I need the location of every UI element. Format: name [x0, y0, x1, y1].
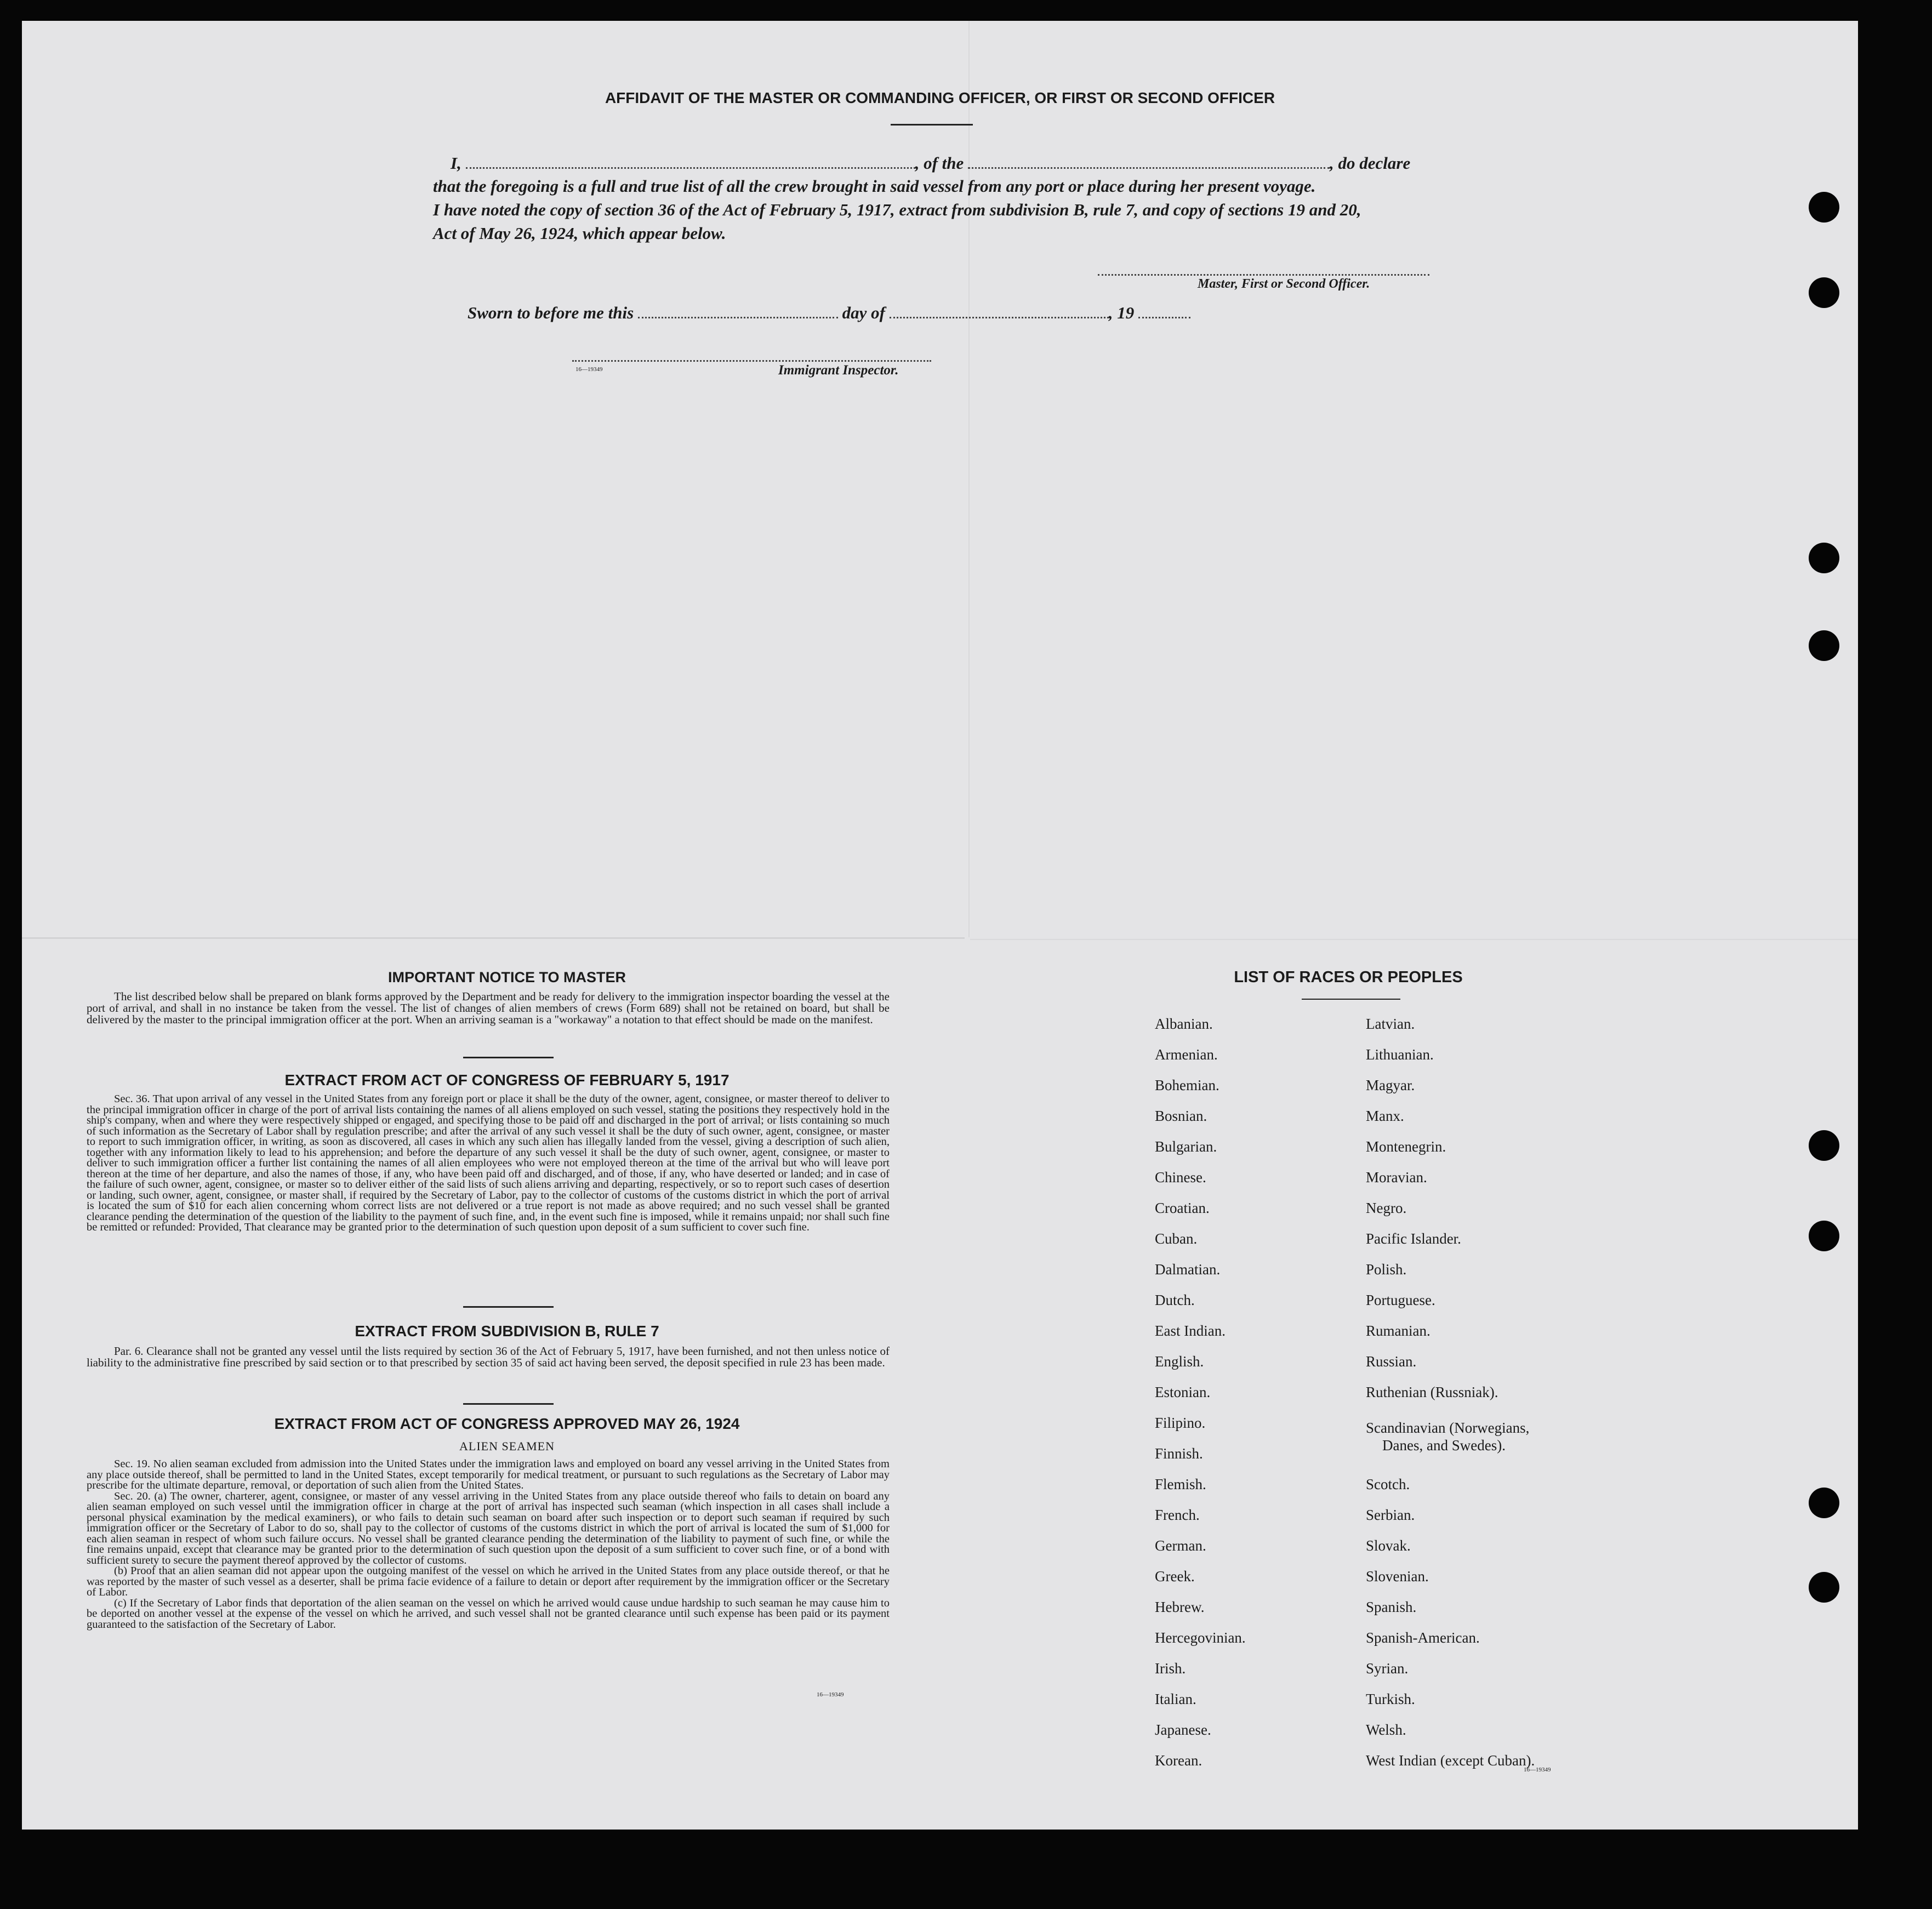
race-item: Bulgarian. — [1155, 1138, 1217, 1155]
notice-title: IMPORTANT NOTICE TO MASTER — [388, 969, 626, 985]
inspector-signature-field[interactable] — [572, 360, 931, 362]
race-item: Italian. — [1155, 1691, 1196, 1707]
race-item: Slovak. — [1366, 1537, 1411, 1554]
race-item: French. — [1155, 1507, 1200, 1523]
title-rule — [891, 124, 973, 126]
i-label: I, — [451, 153, 461, 173]
form-code: 16—19349 — [817, 1691, 844, 1698]
section-20a-paragraph: Sec. 20. (a) The owner, charterer, agent, consignee, or master of any vessel arriving in the United States from any place outside thereof who fails to detain on board any alien seaman employed on such vessel until the immigration officer in charge at the port of arrival has inspected such seaman (which inspection in all cases shall include a personal physical examination by the medical examiners), or who fails to detain such seaman on board after such inspection or to deport such seaman if required by such immigration officer or the Secretary of Labor to do so, shall pay to the collector of customs of the customs district in which the port of arrival is located the sum of $1,000 for each alien seaman in respect of whom such failure occurs. No vessel shall be granted clearance pending the determination of the liability to payment of such fine, or while the fine remains unpaid, except that clearance may be granted prior to the determination of such question upon the deposit of a sum sufficient to cover such fine, or of a bond with sufficient surety to secure the payment thereof approved by the collector of customs. — [87, 1490, 890, 1566]
alien-seamen-subtitle: ALIEN SEAMEN — [459, 1439, 555, 1453]
race-item: Filipino. — [1155, 1415, 1206, 1431]
race-item: Syrian. — [1366, 1660, 1409, 1677]
race-item: Spanish-American. — [1366, 1629, 1480, 1646]
affidavit-line-2: that the foregoing is a full and true list of all the crew brought in said vessel from any port or place during her present voyage. — [433, 176, 1316, 196]
race-item: Slovenian. — [1366, 1568, 1429, 1585]
section-19-paragraph: Sec. 19. No alien seaman excluded from admission into the United States under the immigration laws and employed on board any vessel arriving in the United States from any place outside thereof, shall be permitted to land in the United States, except temporarily for medical treatment, or pursuant to such regulations as the Secretary of Labor may prescribe for the ultimate departure, removal, or deportation of such alien from the United States. — [87, 1458, 890, 1491]
race-item: Rumanian. — [1366, 1323, 1431, 1339]
race-item: Manx. — [1366, 1108, 1404, 1124]
punch-hole — [1809, 277, 1839, 308]
race-item: East Indian. — [1155, 1323, 1226, 1339]
race-item: Lithuanian. — [1366, 1046, 1434, 1063]
sworn-month-field[interactable] — [890, 317, 1109, 318]
punch-hole — [1809, 192, 1839, 223]
declare-line — [451, 153, 1410, 173]
race-item: Scotch. — [1366, 1476, 1410, 1492]
act-1917-text — [87, 1094, 890, 1233]
race-item: Bohemian. — [1155, 1077, 1219, 1093]
punch-hole — [1809, 1130, 1839, 1161]
inspector-label: Immigrant Inspector. — [778, 363, 899, 378]
race-item: Korean. — [1155, 1752, 1202, 1769]
affidavit-line-3: I have noted the copy of section 36 of the Act of February 5, 1917, extract from subdivision B, rule 7, and copy of sections 19 and 20, — [433, 200, 1361, 219]
fold-line-right — [970, 939, 1858, 940]
race-item: Moravian. — [1366, 1169, 1427, 1186]
punch-hole — [1809, 1572, 1839, 1603]
section-20c-paragraph: (c) If the Secretary of Labor finds that deportation of the alien seaman on the vessel on which he arrived would cause undue hardship to such seaman he may cause him to be deported on another vessel at the expense of the vessel on which he arrived, and such vessel shall not be granted clearance until such expense has been paid or its payment guaranteed to the satisfaction of the Secretary of Labor. — [87, 1597, 890, 1631]
notice-text — [87, 991, 890, 1025]
do-declare-label: , do declare — [1330, 153, 1411, 173]
race-item: Albanian. — [1155, 1016, 1213, 1032]
race-item: Scandinavian (Norwegians, — [1366, 1420, 1530, 1436]
race-item: Negro. — [1366, 1200, 1407, 1216]
race-item: Portuguese. — [1366, 1292, 1435, 1308]
race-item: West Indian (except Cuban). — [1366, 1752, 1535, 1769]
affidavit-title: AFFIDAVIT OF THE MASTER OR COMMANDING OFFICER, OR FIRST OR SECOND OFFICER — [605, 89, 1275, 106]
act-1917-title: EXTRACT FROM ACT OF CONGRESS OF FEBRUARY 5, 1917 — [284, 1072, 730, 1089]
section-rule — [463, 1306, 554, 1308]
race-item: Bosnian. — [1155, 1108, 1207, 1124]
name-field[interactable] — [466, 167, 915, 169]
race-item: Montenegrin. — [1366, 1138, 1446, 1155]
rule-7-paragraph: Par. 6. Clearance shall not be granted any vessel until the lists required by section 36 of the Act of February 5, 1917, have been furnished, and not then unless notice of liability to the administrative fine prescribed by said section or to that prescribed by section 35 of said act having been served, the deposit specified in rule 23 has been made. — [87, 1344, 890, 1369]
race-item: Hercegovinian. — [1155, 1629, 1246, 1646]
punch-hole — [1809, 630, 1839, 661]
section-rule — [463, 1057, 554, 1058]
race-item: Ruthenian (Russniak). — [1366, 1384, 1498, 1400]
races-title: LIST OF RACES OR PEOPLES — [1234, 968, 1463, 986]
race-item: English. — [1155, 1353, 1204, 1370]
punch-hole — [1809, 543, 1839, 573]
race-item: Dalmatian. — [1155, 1261, 1221, 1278]
section-rule — [463, 1403, 554, 1405]
rule-7-title: EXTRACT FROM SUBDIVISION B, RULE 7 — [355, 1323, 659, 1340]
race-item: Armenian. — [1155, 1046, 1218, 1063]
race-item: Spanish. — [1366, 1599, 1417, 1615]
act-1924-text — [87, 1459, 890, 1630]
sworn-year-field[interactable] — [1138, 317, 1190, 318]
form-code: 16—19349 — [575, 366, 603, 373]
section-20b-paragraph: (b) Proof that an alien seaman did not appear upon the outgoing manifest of the vessel on which he arrived in the United States from any place outside thereof, or that he was reported by the master of such vessel as a deserter, shall be prima facie evidence of a failure to detain or deport after requirement by the immigration officer or the Secretary of Labor. — [87, 1565, 890, 1598]
race-item: Magyar. — [1366, 1077, 1415, 1093]
race-item: Croatian. — [1155, 1200, 1210, 1216]
master-signature-field[interactable] — [1098, 274, 1429, 276]
race-item: Pacific Islander. — [1366, 1230, 1461, 1247]
year-label: , 19 — [1108, 303, 1135, 322]
race-item: Cuban. — [1155, 1230, 1198, 1247]
race-item: Polish. — [1366, 1261, 1407, 1278]
form-code: 16—19349 — [1524, 1766, 1551, 1773]
race-item: Serbian. — [1366, 1507, 1415, 1523]
race-item: Russian. — [1366, 1353, 1417, 1370]
race-item: Finnish. — [1155, 1445, 1203, 1462]
day-of-label: day of — [842, 303, 885, 322]
section-36-paragraph: Sec. 36. That upon arrival of any vessel in the United States from any foreign port or place it shall be the duty of the owner, agent, consignee, or master thereof to deliver to the principal immigration officer in charge of the port of arrival lists containing the names of all aliens employed on such vessel, stating the positions they respectively hold in the ship's company, when and where they were respectively shipped or engaged, and specifying those to be paid off and discharged in the port of arrival; or lists containing so much of such information as the Secretary of Labor shall by regulation prescribe; and after the arrival of any such vessel it shall be the duty of such owner, agent, consignee, or master to report to such immigration officer, in writing, as soon as discovered, all cases in which any such alien has illegally landed from the vessel, giving a description of such alien, together with any information likely to lead to his apprehension; and before the departure of any such vessel it shall be the duty of such owner, agent, consignee, or master to deliver to such immigration officer a further list containing the names of all alien employees who were not employed thereon at the time of the arrival but who will leave port thereon at the time of her departure, and also the names of those, if any, who have been paid off and discharged, and of those, if any, who have deserted or landed; and in case of the failure of such owner, agent, consignee, or master so to deliver either of the said lists of such aliens arriving and departing, respectively, or so to report such cases of desertion or landing, such owner, agent, consignee, or master shall, if required by the Secretary of Labor, pay to the collector of customs of the customs district in which the port of arrival is located the sum of $10 for each alien concerning whom correct lists are not delivered or a true report is not made as above required; and no such vessel shall be granted clearance pending the determination of the question of the liability to the payment of such fine, and, in the event such fine is imposed, while it remains unpaid; nor shall such fine be remitted or refunded: Provided, That clearance may be granted prior to the determination of such question upon deposit of a sum sufficient to cover such fine. — [87, 1093, 890, 1233]
punch-hole — [1809, 1488, 1839, 1518]
race-item: Japanese. — [1155, 1722, 1211, 1738]
affidavit-line-4: Act of May 26, 1924, which appear below. — [433, 224, 726, 243]
race-item: Estonian. — [1155, 1384, 1211, 1400]
race-item: Danes, and Swedes). — [1382, 1437, 1506, 1454]
sworn-line — [468, 303, 1190, 323]
races-title-rule — [1302, 999, 1400, 1000]
sworn-day-field[interactable] — [638, 317, 838, 318]
race-item: Latvian. — [1366, 1016, 1415, 1032]
rule-7-text — [87, 1346, 890, 1369]
race-item: German. — [1155, 1537, 1206, 1554]
race-item: Irish. — [1155, 1660, 1186, 1677]
race-item: Flemish. — [1155, 1476, 1206, 1492]
fold-line — [22, 937, 965, 939]
race-item: Chinese. — [1155, 1169, 1206, 1186]
sworn-label: Sworn to before me this — [468, 303, 634, 322]
race-item: Hebrew. — [1155, 1599, 1205, 1615]
race-item: Welsh. — [1366, 1722, 1406, 1738]
of-the-label: , of the — [915, 153, 964, 173]
race-item: Turkish. — [1366, 1691, 1415, 1707]
punch-hole — [1809, 1221, 1839, 1251]
race-item: Dutch. — [1155, 1292, 1195, 1308]
race-item: Greek. — [1155, 1568, 1195, 1585]
notice-paragraph: The list described below shall be prepared on blank forms approved by the Department and be ready for delivery to the immigration inspector boarding the vessel at the port of arrival, and shall in no instance be taken from the vessel. The list of changes of alien members of crews (Form 689) shall not be retained on board, but shall be delivered by the master to the principal immigration officer at the port. When an arriving seaman is a "workaway" a notation to that effect should be made on the manifest. — [87, 990, 890, 1026]
act-1924-title: EXTRACT FROM ACT OF CONGRESS APPROVED MAY 26, 1924 — [274, 1415, 740, 1432]
vessel-field[interactable] — [968, 167, 1330, 169]
master-label: Master, First or Second Officer. — [1198, 277, 1370, 291]
